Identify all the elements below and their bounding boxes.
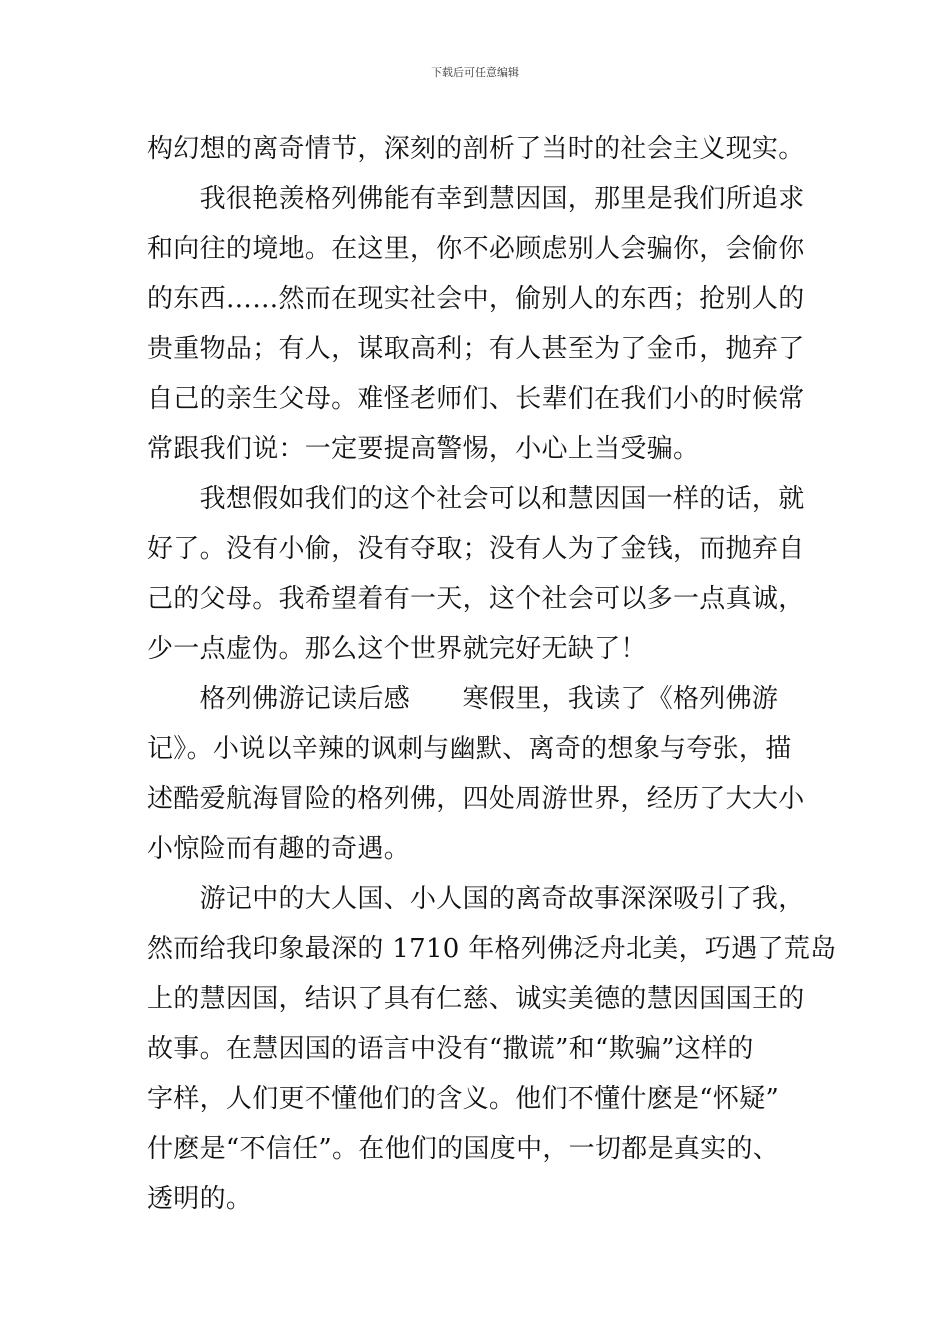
body-line: 小惊险而有趣的奇遇。 [147, 834, 411, 864]
body-line: 己的父母。我希望着有一天，这个社会可以多一点真诚， [147, 584, 805, 614]
body-line: 上的慧因国，结识了具有仁慈、诚实美德的慧因国国王的 [147, 984, 805, 1014]
body-line: 的东西……然而在现实社会中，偷别人的东西；抢别人的 [147, 284, 805, 314]
body-line: 我很艳羡格列佛能有幸到慧因国，那里是我们所追求 [147, 184, 805, 214]
body-line: 什麽是“不信任”。在他们的国度中，一切都是真实的、 [147, 1134, 780, 1164]
body-line: 记》。小说以辛辣的讽刺与幽默、离奇的想象与夸张，描 [147, 734, 792, 764]
body-line: 我想假如我们的这个社会可以和慧因国一样的话，就 [147, 484, 805, 514]
body-line: 自己的亲生父母。难怪老师们、长辈们在我们小的时候常 [147, 384, 805, 414]
body-line: 然而给我印象最深的 1710 年格列佛泛舟北美，巧遇了荒岛 [147, 934, 837, 964]
body-line: 好了。没有小偷，没有夺取；没有人为了金钱，而抛弃自 [147, 534, 805, 564]
body-line: 和向往的境地。在这里，你不必顾虑别人会骗你，会偷你 [147, 234, 805, 264]
body-line: 述酷爱航海冒险的格列佛，四处周游世界，经历了大大小 [147, 784, 805, 814]
body-line: 游记中的大人国、小人国的离奇故事深深吸引了我， [147, 884, 805, 914]
body-line: 常跟我们说：一定要提高警惕，小心上当受骗。 [147, 434, 700, 464]
body-line: 字样，人们更不懂他们的含义。他们不懂什麽是“怀疑” [147, 1084, 780, 1114]
body-line: 格列佛游记读后感 寒假里，我读了《格列佛游 [147, 684, 779, 714]
body-line: 贵重物品；有人，谋取高利；有人甚至为了金币，抛弃了 [147, 334, 805, 364]
page-header-note: 下载后可任意编辑 [431, 66, 519, 79]
body-line: 透明的。 [147, 1184, 253, 1214]
body-line: 少一点虚伪。那么这个世界就完好无缺了！ [147, 634, 647, 664]
body-line: 构幻想的离奇情节，深刻的剖析了当时的社会主义现实。 [147, 134, 805, 164]
body-line: 故事。在慧因国的语言中没有“撒谎”和“欺骗”这样的 [147, 1034, 754, 1064]
